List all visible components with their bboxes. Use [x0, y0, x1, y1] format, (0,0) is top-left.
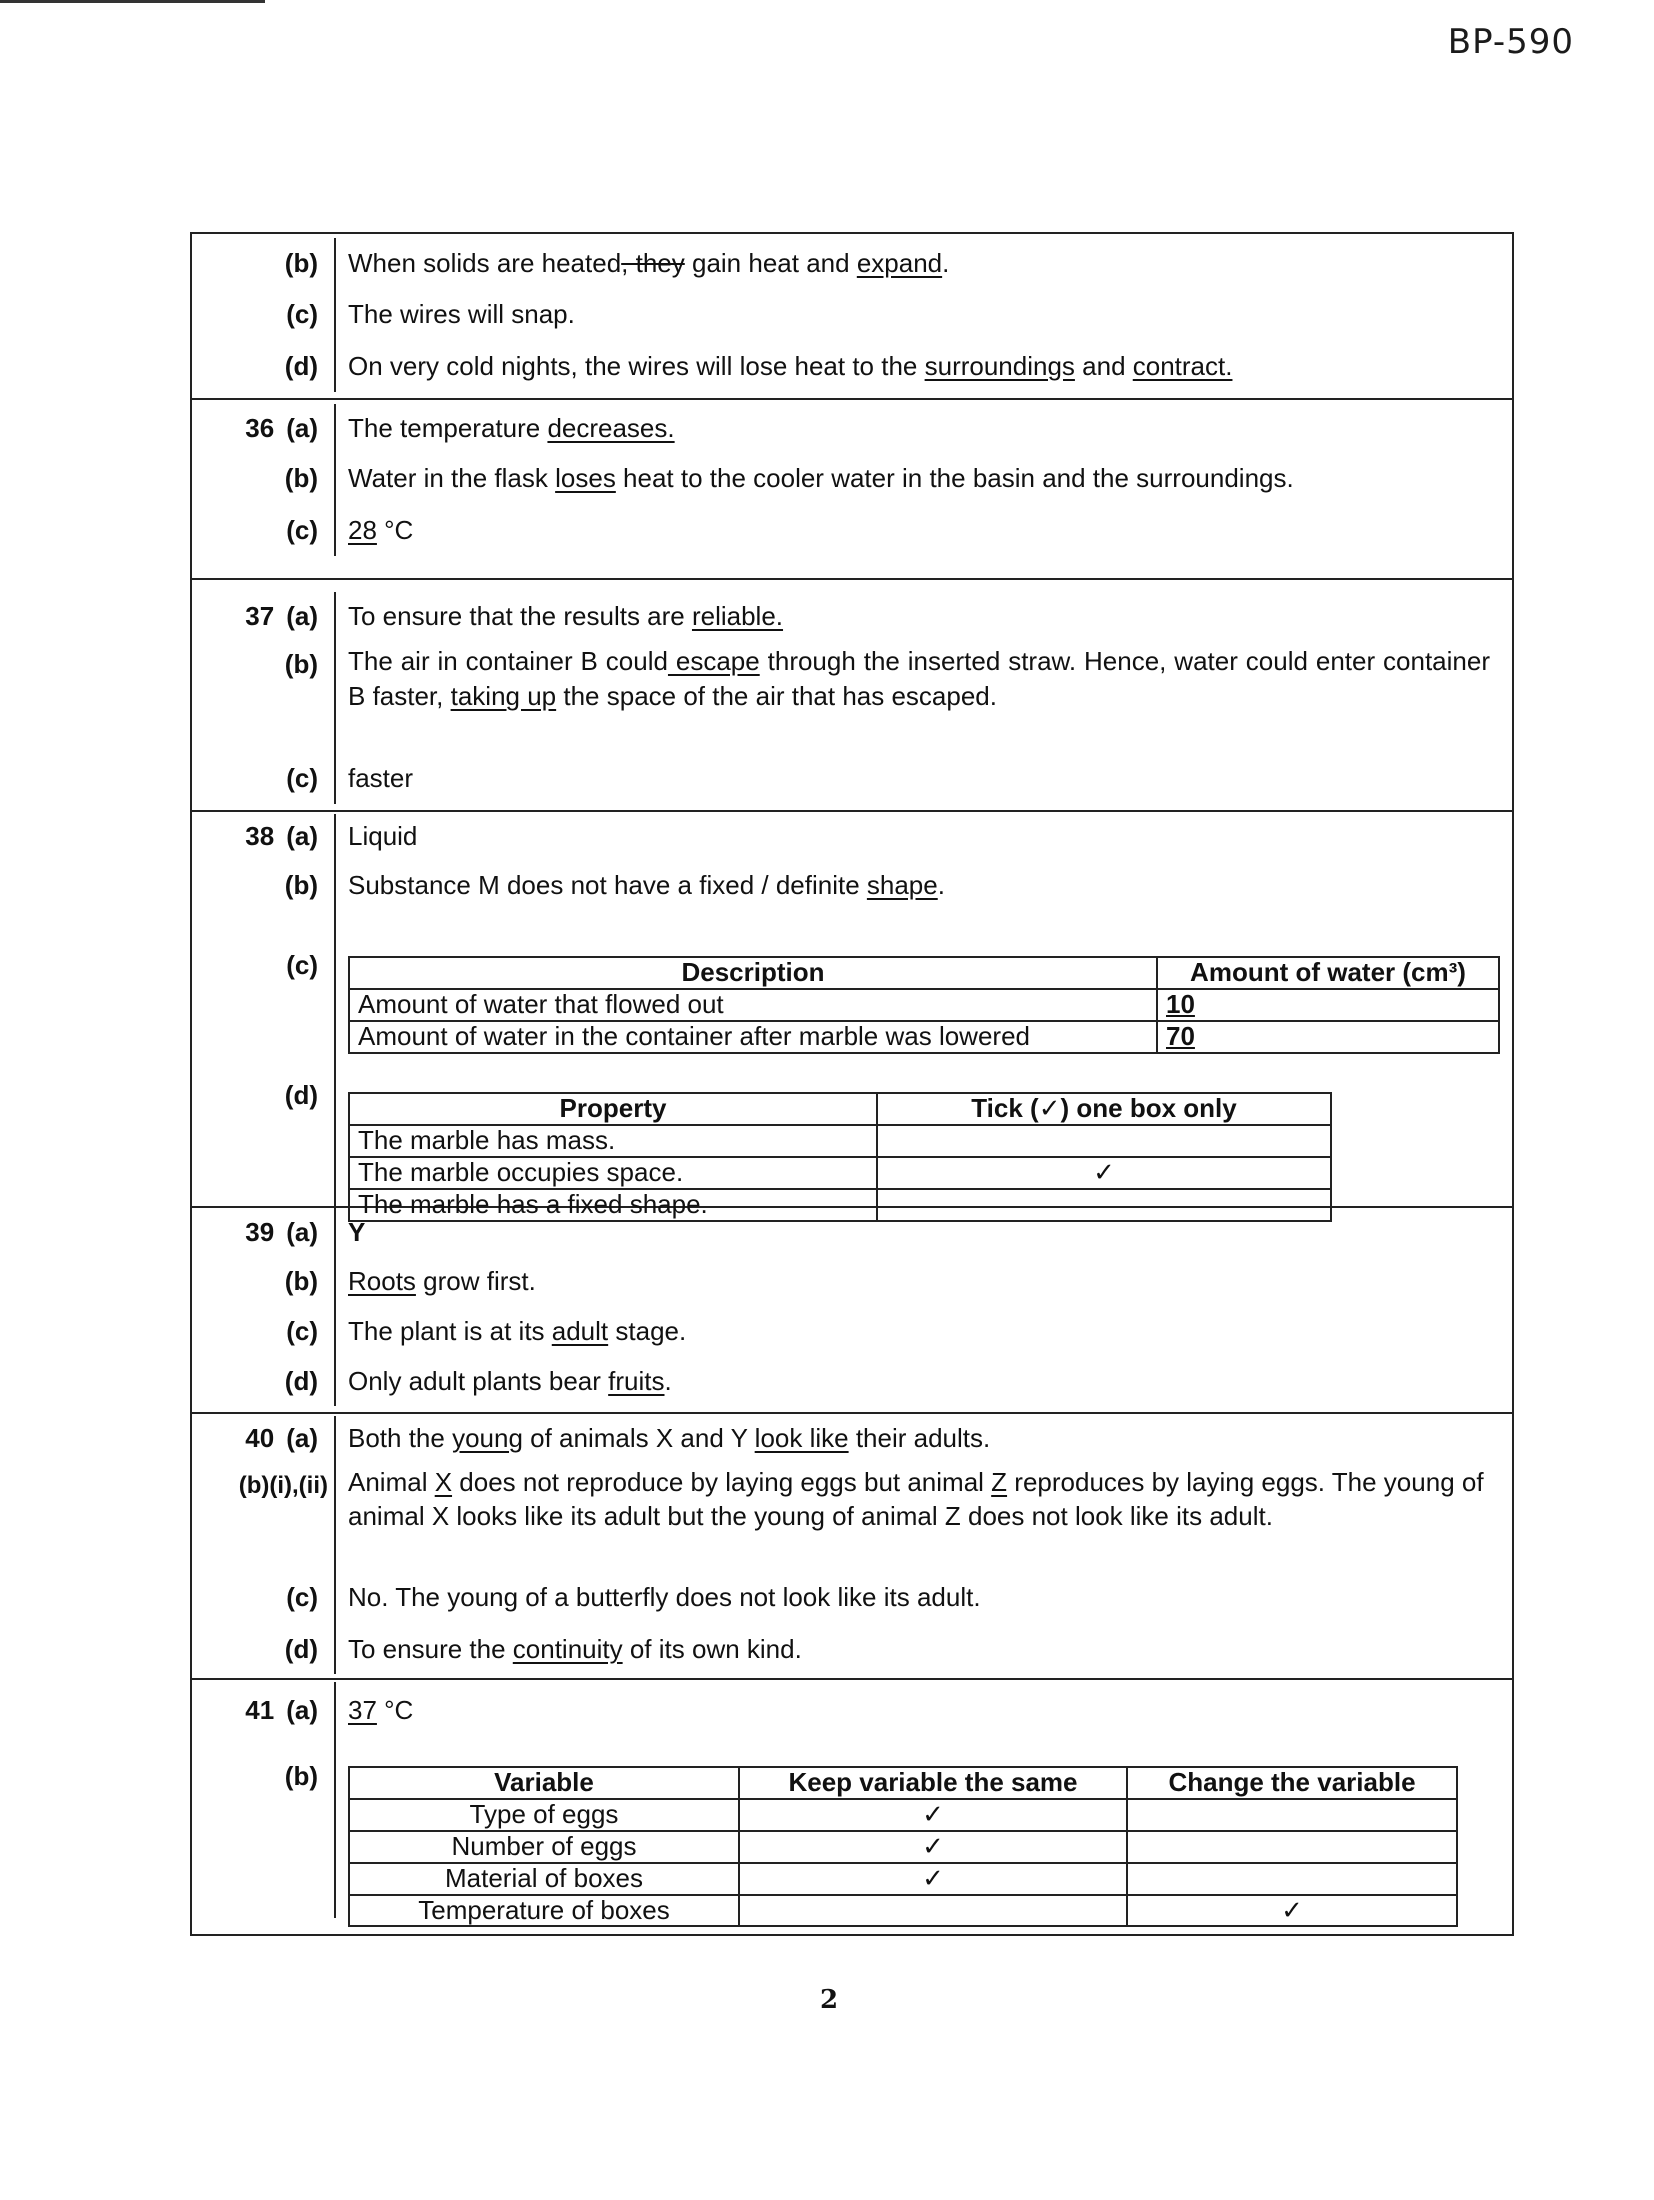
- answer-row-37c: [192, 752, 1512, 804]
- part-label: (d): [192, 340, 336, 392]
- answer-row-35c: [192, 288, 1512, 340]
- question-36-block: [192, 400, 1512, 580]
- answer-text: The temperature decreases.: [348, 413, 675, 443]
- answer-row-40b: [192, 1460, 1512, 1570]
- question-number: 41: [245, 1695, 275, 1725]
- answer-row-40a: [192, 1416, 1512, 1460]
- answer-text: Liquid: [348, 821, 418, 851]
- question-41-block: [192, 1680, 1512, 1934]
- part-label: 41 (a): [192, 1682, 336, 1738]
- page-number: 2: [820, 1985, 839, 2015]
- question-number: 40: [245, 1423, 275, 1453]
- table-cell: 10: [1157, 989, 1499, 1021]
- table-header: Tick (✓) one box only: [877, 1093, 1331, 1125]
- part-label: (d): [192, 1624, 336, 1674]
- answer-text: Roots grow first.: [348, 1266, 536, 1296]
- tick-cell: ✓: [877, 1157, 1331, 1189]
- table-row: [349, 1831, 1457, 1863]
- table-cell: The marble occupies space.: [349, 1157, 877, 1189]
- part-label: (c): [192, 288, 336, 340]
- answer-cell: [336, 912, 1522, 1056]
- answer-text: faster: [348, 763, 414, 793]
- part-label: (b): [192, 858, 336, 912]
- table-cell: Temperature of boxes: [349, 1895, 739, 1927]
- question-number: 36: [245, 413, 275, 443]
- part-label: 39 (a): [192, 1208, 336, 1256]
- part-label: 36 (a): [192, 404, 336, 452]
- part-label: (c): [192, 752, 336, 804]
- answer-text: 37 °C: [348, 1695, 414, 1725]
- part-label: (c): [192, 1306, 336, 1356]
- answer-cell: [336, 1056, 1512, 1219]
- part-label: (b): [192, 640, 336, 752]
- answer-row-38c: [192, 912, 1512, 1056]
- table-header: Property: [349, 1093, 877, 1125]
- table-header: Change the variable: [1127, 1767, 1457, 1799]
- answer-row-40d: [192, 1624, 1512, 1674]
- answer-text: Both the young of animals X and Y look like their adults.: [348, 1423, 991, 1453]
- answer-row-40c: [192, 1570, 1512, 1624]
- answer-text: No. The young of a butterfly does not look like its adult.: [348, 1582, 981, 1612]
- tick-cell: [1127, 1831, 1457, 1863]
- answer-text: 28 °C: [348, 515, 414, 545]
- question-number: 38: [245, 821, 275, 851]
- table-cell: The marble has mass.: [349, 1125, 877, 1157]
- answer-sheet: [190, 232, 1514, 1936]
- table-cell: Number of eggs: [349, 1831, 739, 1863]
- tick-cell: ✓: [739, 1831, 1127, 1863]
- table-header: Variable: [349, 1767, 739, 1799]
- question-number: 39: [245, 1217, 275, 1247]
- answer-row-39b: [192, 1256, 1512, 1306]
- table-row: [349, 1157, 1331, 1189]
- answer-row-36a: [192, 404, 1512, 452]
- part-label: (b): [192, 1738, 336, 1918]
- answer-cell: [336, 1738, 1512, 1925]
- answer-row-41a: [192, 1682, 1512, 1738]
- tick-cell: ✓: [739, 1863, 1127, 1895]
- answer-text: Animal X does not reproduce by laying eggs but animal Z reproduces by laying eggs. The young of animal X looks like its adult but the young of animal Z does not look like its adult.: [348, 1467, 1484, 1531]
- table-row: [349, 1021, 1499, 1053]
- part-label: (d): [192, 1356, 336, 1406]
- variables-table: [348, 1766, 1458, 1927]
- tick-cell: [1127, 1799, 1457, 1831]
- answer-text: The plant is at its adult stage.: [348, 1316, 687, 1346]
- water-amount-table: [348, 956, 1500, 1054]
- part-label: (c): [192, 504, 336, 556]
- table-row: [349, 1125, 1331, 1157]
- answer-text: The air in container B could escape through the inserted straw. Hence, water could enter container B faster, taking up the space of the air that has escaped.: [348, 646, 1490, 712]
- answer-row-39d: [192, 1356, 1512, 1406]
- table-cell: Amount of water that flowed out: [349, 989, 1157, 1021]
- tick-cell: ✓: [1127, 1895, 1457, 1927]
- tick-cell: [877, 1125, 1331, 1157]
- tick-cell: [739, 1895, 1127, 1927]
- answer-text: Water in the flask loses heat to the cooler water in the basin and the surroundings.: [348, 463, 1294, 493]
- table-cell: Type of eggs: [349, 1799, 739, 1831]
- tick-cell: ✓: [739, 1799, 1127, 1831]
- part-label: 40 (a): [192, 1416, 336, 1460]
- part-label: (b)(i),(ii): [192, 1460, 336, 1570]
- answer-text: On very cold nights, the wires will lose heat to the surroundings and contract.: [348, 351, 1233, 381]
- part-label: 37 (a): [192, 592, 336, 640]
- answer-row-36b: [192, 452, 1512, 504]
- question-number: 37: [245, 601, 275, 631]
- table-header: Keep variable the same: [739, 1767, 1127, 1799]
- part-label: (c): [192, 912, 336, 1056]
- part-label: (b): [192, 238, 336, 288]
- answer-text: To ensure that the results are reliable.: [348, 601, 784, 631]
- question-37-block: [192, 580, 1512, 812]
- table-cell: Material of boxes: [349, 1863, 739, 1895]
- table-row: [349, 1799, 1457, 1831]
- table-row: [349, 1895, 1457, 1927]
- answer-text: When solids are heated, they gain heat and expand.: [348, 248, 950, 278]
- answer-row-39a: [192, 1208, 1512, 1256]
- answer-row-39c: [192, 1306, 1512, 1356]
- answer-row-36c: [192, 504, 1512, 556]
- question-39-block: [192, 1208, 1512, 1414]
- answer-row-38b: [192, 858, 1512, 912]
- answer-row-35b: [192, 238, 1512, 288]
- part-label: 38 (a): [192, 814, 336, 858]
- answer-text: Y: [348, 1217, 366, 1247]
- answer-row-41b: [192, 1738, 1512, 1925]
- table-cell: 70: [1157, 1021, 1499, 1053]
- answer-row-37a: [192, 592, 1512, 640]
- table-cell: The marble has a fixed shape.: [349, 1189, 877, 1221]
- table-row: [349, 989, 1499, 1021]
- table-row: [349, 1863, 1457, 1895]
- answer-row-38d: [192, 1056, 1512, 1219]
- tick-cell: [1127, 1863, 1457, 1895]
- answer-text: Substance M does not have a fixed / definite shape.: [348, 870, 945, 900]
- part-label: (b): [192, 1256, 336, 1306]
- part-label: (d): [192, 1056, 336, 1206]
- answer-text: To ensure the continuity of its own kind.: [348, 1634, 802, 1664]
- question-38-block: [192, 812, 1512, 1219]
- table-header: Amount of water (cm³): [1157, 957, 1499, 989]
- question-40-block: [192, 1414, 1512, 1680]
- table-cell: Amount of water in the container after marble was lowered: [349, 1021, 1157, 1053]
- top-rule: [0, 0, 265, 3]
- answer-row-38a: [192, 814, 1512, 858]
- answer-text: The wires will snap.: [348, 299, 575, 329]
- answer-row-35d: [192, 340, 1512, 392]
- question-35-block: [192, 234, 1512, 400]
- part-label: (b): [192, 452, 336, 504]
- property-tick-table: [348, 1092, 1332, 1222]
- answer-text: Only adult plants bear fruits.: [348, 1366, 672, 1396]
- answer-row-37b: [192, 640, 1512, 752]
- table-header: Description: [349, 957, 1157, 989]
- document-code: BP-590: [1447, 22, 1574, 62]
- part-label: (c): [192, 1570, 336, 1624]
